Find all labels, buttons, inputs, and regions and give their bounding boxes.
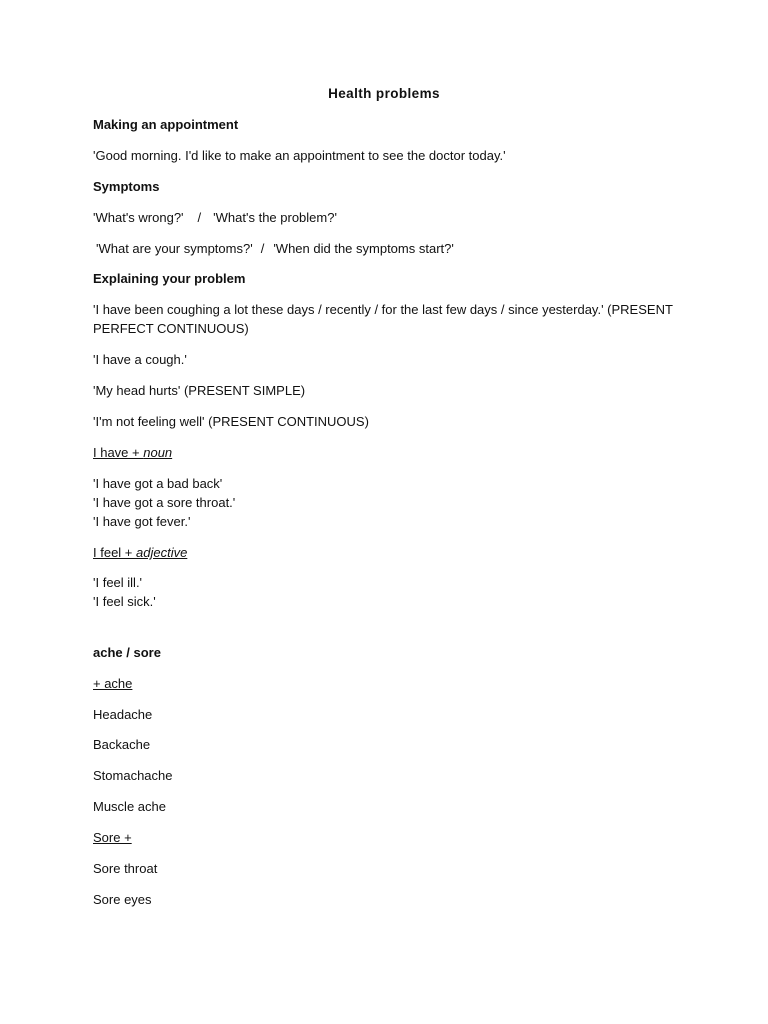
heading-explaining: Explaining your problem (93, 271, 246, 286)
heading-ache-sore: ache / sore (93, 645, 161, 660)
page-title: Health problems (328, 86, 440, 101)
label-italic: adjective (136, 545, 188, 560)
explaining-line-1: 'I have been coughing a lot these days / recently / for the last few days / since yesterday.' (PRESENT (93, 302, 673, 317)
appointment-line: 'Good morning. I'd like to make an appointment to see the doctor today.' (93, 148, 506, 163)
label-text: I have + (93, 445, 144, 460)
explaining-line-4: 'I'm not feeling well' (PRESENT CONTINUOUS) (93, 414, 369, 429)
feel-example-1: 'I feel ill.' (93, 575, 143, 590)
feel-example-2: 'I feel sick.' (93, 594, 156, 609)
explaining-line-1b: PERFECT CONTINUOUS) (93, 321, 249, 336)
label-italic: noun (143, 445, 173, 460)
ache-item: Headache (93, 707, 153, 722)
symptoms-questions-2 (96, 239, 454, 258)
symptom-question: 'What are your symptoms?' (96, 241, 253, 256)
sore-item: Sore throat (93, 861, 158, 876)
explaining-line-2: 'I have a cough.' (93, 352, 187, 367)
symptom-question: 'What's the problem?' (213, 210, 337, 225)
label-ache: + ache (93, 676, 133, 691)
ache-item: Muscle ache (93, 799, 166, 814)
heading-symptoms: Symptoms (93, 179, 160, 194)
symptoms-questions-1 (93, 208, 337, 227)
separator: / (260, 241, 265, 256)
label-have-noun (93, 443, 172, 462)
ache-item: Stomachache (93, 768, 173, 783)
label-sore: Sore + (93, 830, 132, 845)
have-example-3: 'I have got fever.' (93, 514, 191, 529)
sore-item: Sore eyes (93, 892, 152, 907)
label-text: I feel + (93, 545, 136, 560)
have-example-1: 'I have got a bad back' (93, 476, 223, 491)
explaining-line-3: 'My head hurts' (PRESENT SIMPLE) (93, 383, 306, 398)
label-feel-adjective (93, 543, 187, 562)
symptom-question: 'What's wrong?' (93, 210, 184, 225)
ache-item: Backache (93, 737, 151, 752)
have-example-2: 'I have got a sore throat.' (93, 495, 236, 510)
heading-appointment: Making an appointment (93, 117, 239, 132)
separator: / (197, 210, 202, 225)
symptom-question: 'When did the symptoms start?' (273, 241, 454, 256)
